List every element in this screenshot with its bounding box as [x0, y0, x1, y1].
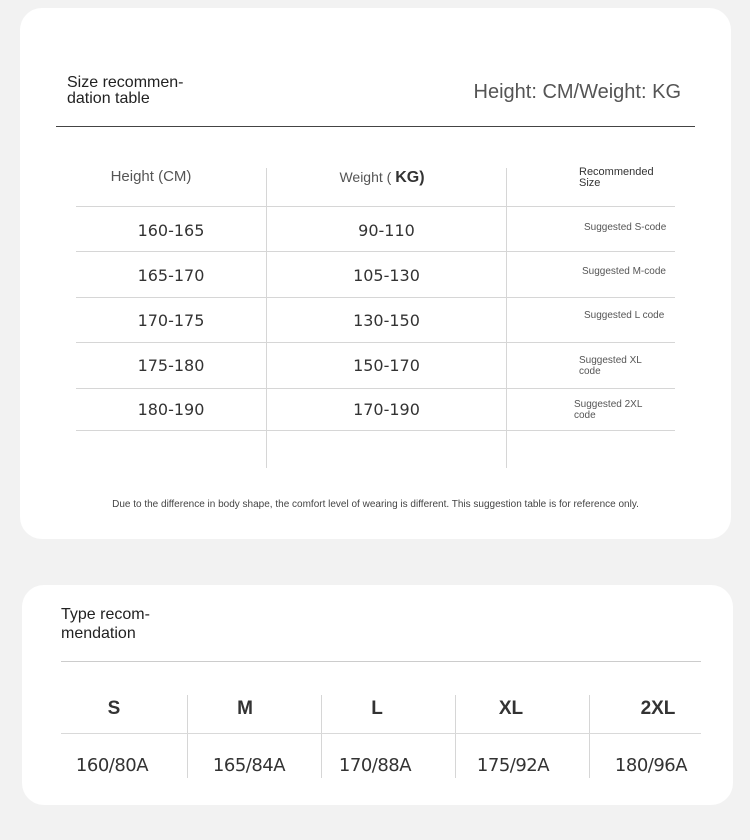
weight-cell: 90-110 [358, 221, 415, 240]
reference-note: Due to the difference in body shape, the comfort level of wearing is different. This suggestion table is for reference only. [112, 499, 639, 510]
weight-cell: 105-130 [353, 266, 420, 285]
header-weight-label: Weight ( [339, 169, 392, 185]
title-divider [56, 126, 695, 127]
units-label: Height: CM/Weight: KG [473, 81, 681, 103]
row-divider [76, 342, 675, 343]
row-divider [76, 206, 675, 207]
height-cell: 175-180 [137, 356, 205, 375]
size-cell: Suggested XL code [579, 355, 642, 377]
row-divider [76, 388, 675, 389]
header-height: Height (CM) [110, 168, 192, 185]
size-label: S [107, 698, 121, 719]
size-table-title: Size recommen-dation table [67, 74, 184, 107]
height-cell: 170-175 [137, 311, 205, 330]
header-weight-unit: KG) [395, 169, 425, 186]
size-cell: Suggested L code [584, 310, 665, 321]
body-code: 160/80A [75, 755, 149, 776]
body-code: 180/96A [614, 755, 688, 776]
body-code: 165/84A [212, 755, 286, 776]
height-cell: 180-190 [137, 400, 205, 419]
size-label: XL [498, 698, 524, 719]
body-code: 170/88A [338, 755, 412, 776]
size-cell: Suggested S-code [584, 222, 667, 233]
weight-cell: 170-190 [353, 400, 420, 419]
column-divider [455, 695, 456, 778]
size-cell: Suggested 2XL code [574, 399, 643, 421]
row-divider [61, 733, 701, 734]
row-divider [76, 251, 675, 252]
type-recommendation-card [22, 585, 733, 805]
size-label: L [371, 698, 383, 719]
size-cell: Suggested M-code [582, 266, 666, 277]
column-divider [187, 695, 188, 778]
size-recommendation-card [20, 8, 731, 539]
weight-cell: 130-150 [353, 311, 420, 330]
row-divider [76, 430, 675, 431]
size-label: M [237, 698, 253, 719]
type-table-title: Type recom-mendation [61, 606, 150, 642]
size-label: 2XL [640, 698, 676, 719]
weight-cell: 150-170 [353, 356, 420, 375]
column-divider [589, 695, 590, 778]
height-cell: 165-170 [137, 266, 205, 285]
header-weight [267, 169, 497, 187]
title-divider [61, 661, 701, 662]
body-code: 175/92A [476, 755, 550, 776]
height-cell: 160-165 [137, 221, 205, 240]
column-divider [506, 168, 507, 468]
row-divider [76, 297, 675, 298]
header-size: Recommended Size [579, 166, 654, 189]
